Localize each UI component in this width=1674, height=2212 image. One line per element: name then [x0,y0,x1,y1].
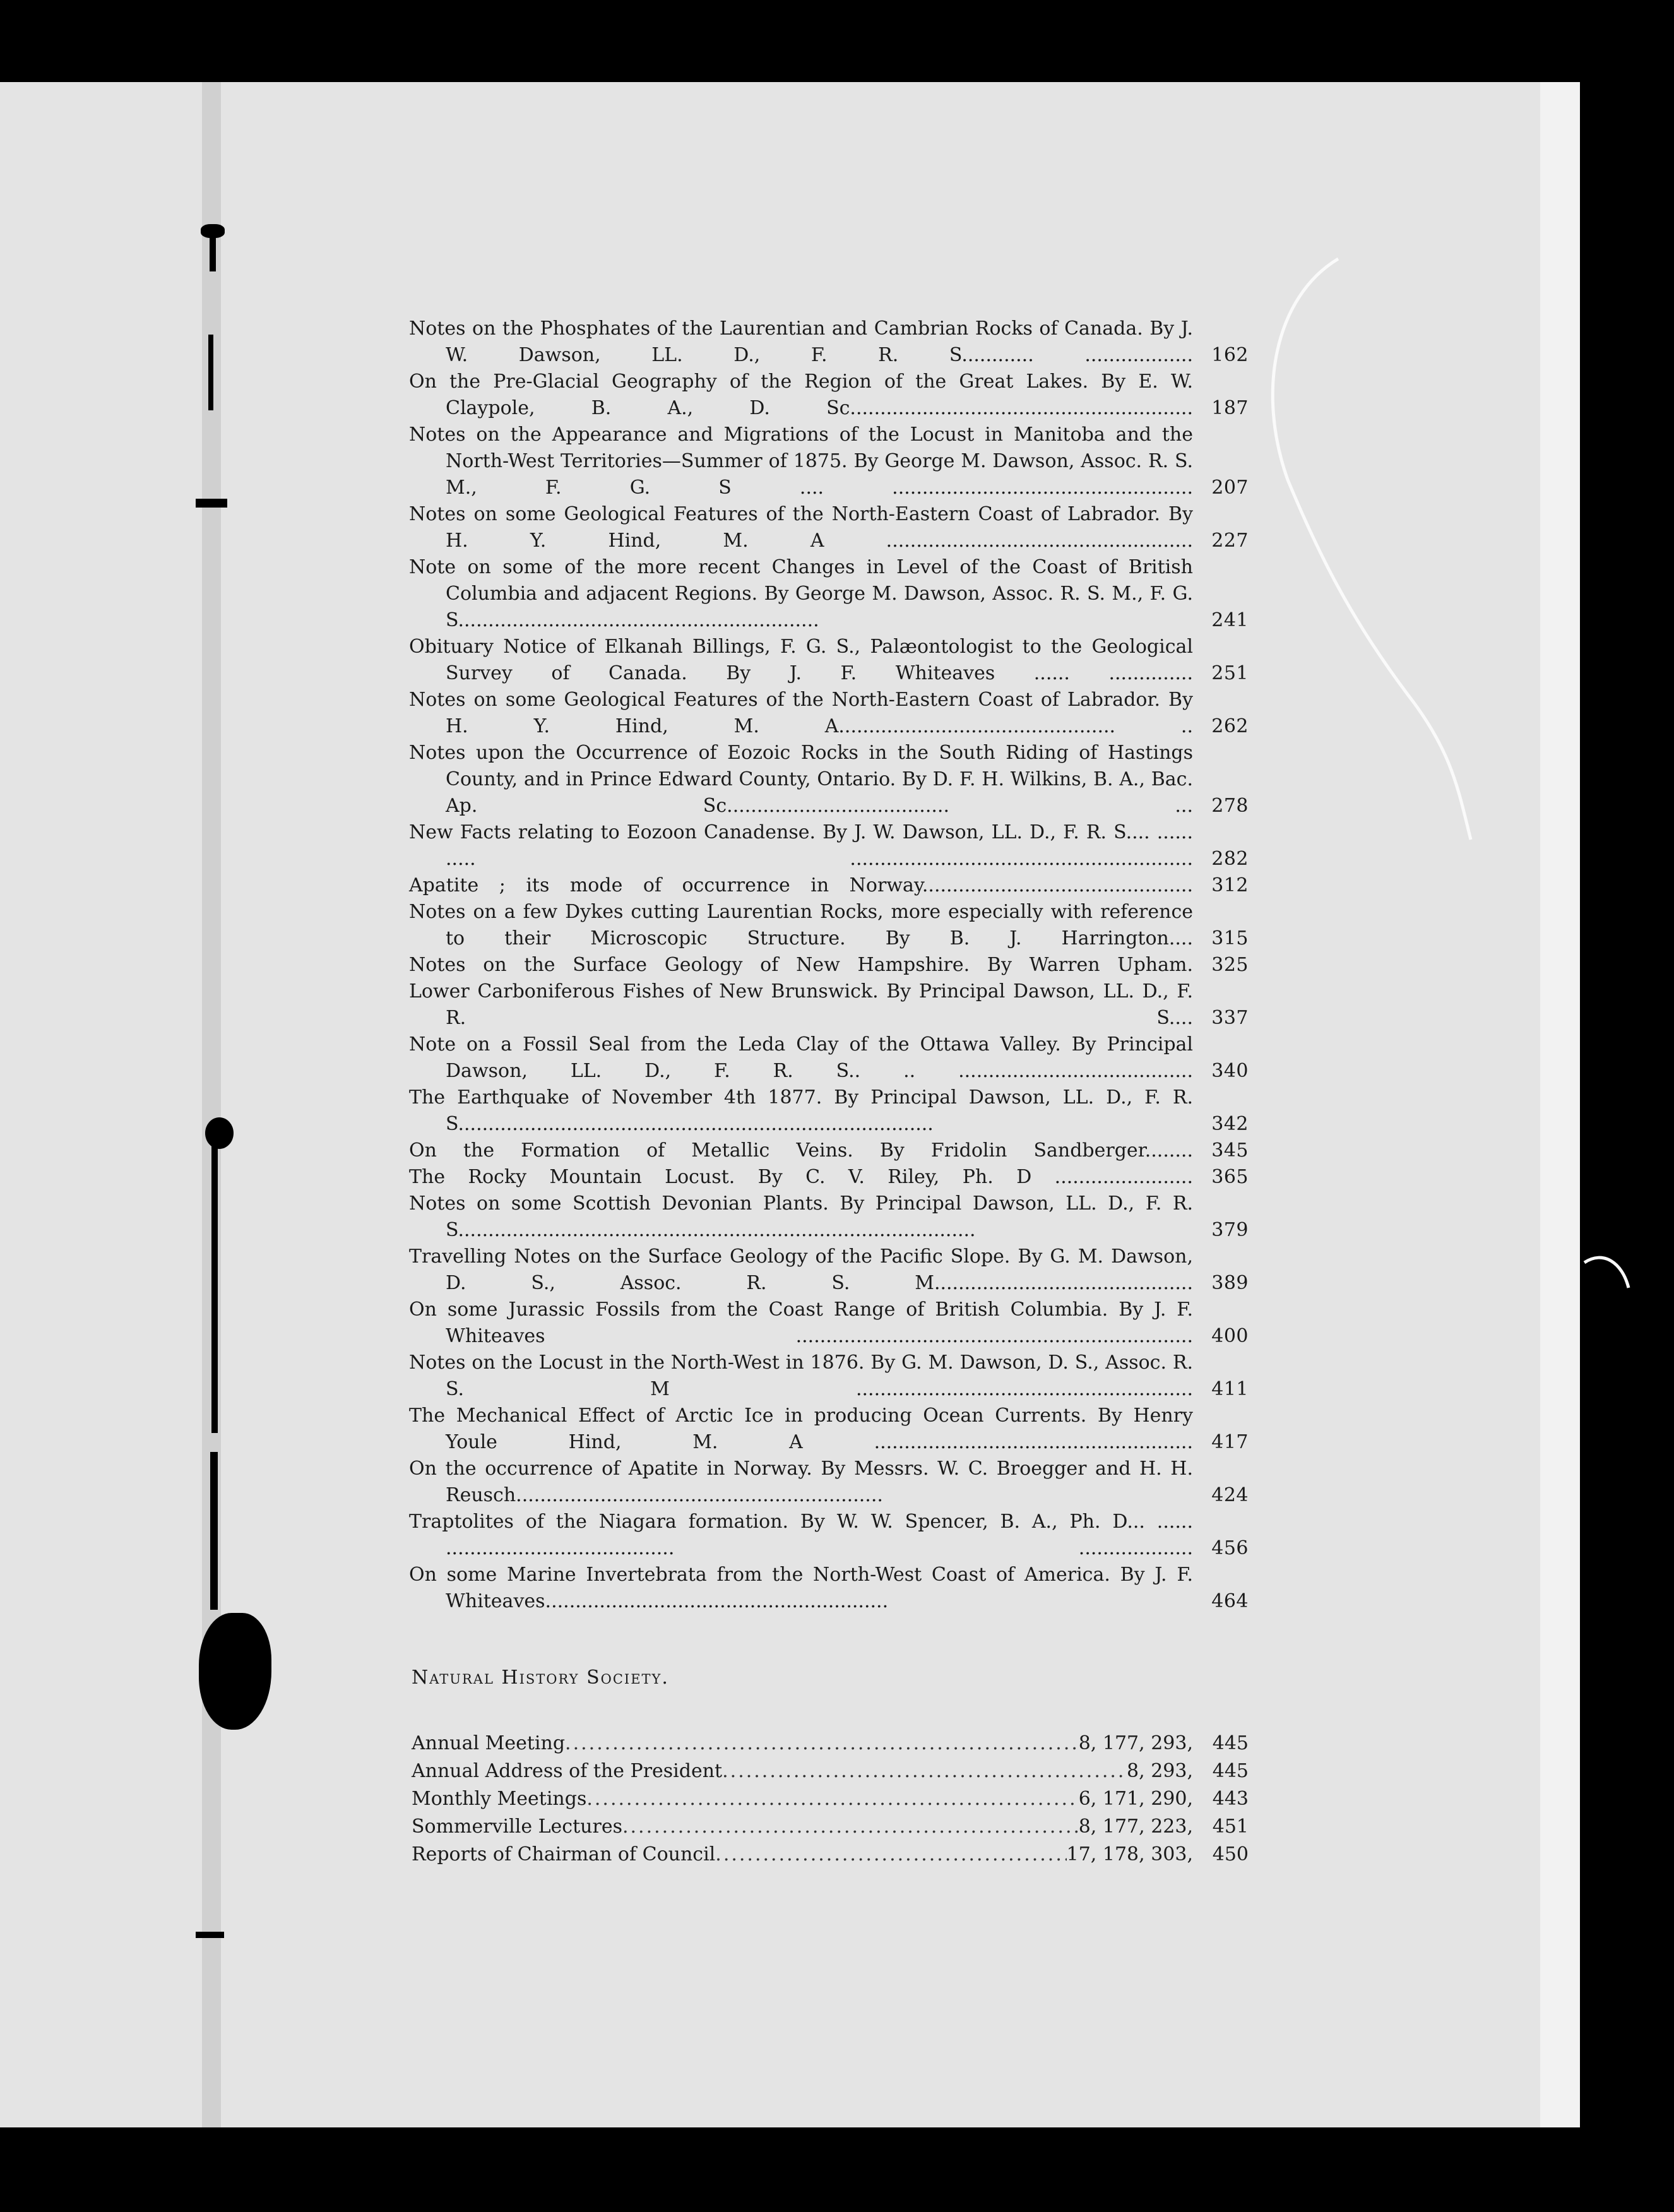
toc-entry [409,554,1249,634]
toc-entry [409,1297,1249,1350]
page-number: 337 [1211,1007,1249,1029]
society-row [412,1730,1249,1757]
entry-title: Notes on the Locust in the North-West in 1876. By G. M. Dawson, D. S., Assoc. R. S. M ........................................................ [409,1352,1193,1400]
entry-title: On the Formation of Metallic Veins. By Fridolin Sandberger........ [409,1139,1193,1162]
entry-title: The Rocky Mountain Locust. By C. V. Riley, Ph. D ....................... [409,1166,1193,1188]
entry-title: Notes on some Scottish Devonian Plants. By Principal Dawson, LL. D., F. R. S...................................................................................... [409,1192,1193,1241]
toc-entry [409,1164,1249,1191]
entry-title: Notes upon the Occurrence of Eozoic Rocks in the South Riding of Hastings County, and in Prince Edward County, Ontario. By D. F. H. Wilkins, B. A., Bac. Ap. Sc..................................... ... [409,742,1193,817]
page-number: 282 [1211,848,1249,870]
toc-entry [409,952,1249,978]
toc-entry [409,687,1249,740]
entry-title: Note on a Fossil Seal from the Leda Clay of the Ottawa Valley. By Principal Dawson, LL. D., F. R. S.. .. ....................................... [409,1033,1193,1082]
toc-entry [409,740,1249,819]
toc-entry [409,1509,1249,1562]
toc-entry [409,1191,1249,1244]
entry-title: Note on some of the more recent Changes in Level of the Coast of British Columbia and adjacent Regions. By George M. Dawson, Assoc. R. S. M., F. G. S............................................................ [409,556,1193,631]
entry-title: Notes on some Geological Features of the North-Eastern Coast of Labrador. By H. Y. Hind, M. A.............................................. .. [409,689,1193,737]
page-number: 345 [1211,1139,1249,1162]
society-row [412,1841,1249,1869]
page-number: 424 [1211,1484,1249,1506]
entry-title: Notes on the Appearance and Migrations of the Locust in Manitoba and the North-West Territories—Summer of 1875. By George M. Dawson, Assoc. R. S. M., F. G. S .... .................................................. [409,424,1193,499]
leader-dots [586,1785,1078,1813]
entry-title: Notes on the Surface Geology of New Hampshire. By Warren Upham. [409,954,1193,976]
toc-entry [409,978,1249,1032]
page-number: 340 [1211,1060,1249,1082]
entry-title: Notes on a few Dykes cutting Laurentian Rocks, more especially with reference to their Microscopic Structure. By B. J. Harrington.... [409,901,1193,949]
toc-entry [409,872,1249,899]
binding-mark [210,234,216,271]
entry-title: Lower Carboniferous Fishes of New Brunswick. By Principal Dawson, LL. D., F. R. S.... [409,980,1193,1029]
toc-entry [409,316,1249,369]
toc-entry [409,369,1249,422]
row-refs: 17, 178, 303, [1066,1843,1193,1865]
row-label: Reports of Chairman of Council [412,1843,716,1865]
page-edge [1540,82,1580,2127]
society-row [412,1813,1249,1841]
leader-dots [722,1757,1127,1785]
page-number: 389 [1211,1272,1249,1294]
toc-entry [409,1456,1249,1509]
toc-entry [409,1244,1249,1297]
ink-blot [199,1613,271,1730]
page-number: 464 [1211,1590,1249,1612]
page-number: 342 [1211,1113,1249,1135]
entry-title: Travelling Notes on the Surface Geology of the Pacific Slope. By G. M. Dawson, D. S., Assoc. R. S. M........................................... [409,1246,1193,1294]
toc-entry [409,422,1249,501]
society-row [412,1785,1249,1813]
page-number: 417 [1211,1431,1249,1453]
binding-mark [211,1143,218,1433]
toc-entry [409,1032,1249,1085]
page-number: 207 [1211,477,1249,499]
society-index [412,1730,1249,1869]
entry-title: New Facts relating to Eozoon Canadense. By J. W. Dawson, LL. D., F. R. S.... ...... ..... ......................................................... [409,821,1193,870]
row-label: Annual Meeting [412,1732,566,1754]
entry-title: On the Pre-Glacial Geography of the Region of the Great Lakes. By E. W. Claypole, B. A., D. Sc......................................................... [409,371,1193,419]
entry-title: Apatite ; its mode of occurrence in Norway............................................. [409,874,1193,896]
page-number: 379 [1211,1219,1249,1241]
toc-entry [409,899,1249,952]
binding-mark [208,335,213,410]
row-page: 445 [1212,1732,1249,1754]
toc-entry [409,1138,1249,1164]
toc-entry [409,1403,1249,1456]
entry-title: Notes on some Geological Features of the North-Eastern Coast of Labrador. By H. Y. Hind, M. A ................................................... [409,503,1193,552]
page-number: 411 [1211,1378,1249,1400]
entry-title: The Earthquake of November 4th 1877. By Principal Dawson, LL. D., F. R. S............................................................................... [409,1086,1193,1135]
page-number: 400 [1211,1325,1249,1347]
page-number: 278 [1211,795,1249,817]
page-number: 456 [1211,1537,1249,1559]
entry-title: On some Marine Invertebrata from the North-West Coast of America. By J. F. Whiteaves......................................................... [409,1564,1193,1612]
section-heading: Natural History Society. [412,1667,669,1689]
page-number: 365 [1211,1166,1249,1188]
toc-entry [409,634,1249,687]
entry-title: Traptolites of the Niagara formation. By W. W. Spencer, B. A., Ph. D... ...... ...................................... ................... [409,1511,1193,1559]
leader-dots [565,1730,1079,1757]
table-of-contents [409,316,1249,1615]
row-page: 445 [1212,1760,1249,1782]
row-page: 450 [1212,1843,1249,1865]
binding-mark [196,499,227,508]
row-page: 443 [1212,1788,1249,1810]
page-number: 241 [1211,609,1249,631]
society-row [412,1757,1249,1785]
page-number: 162 [1211,344,1249,366]
toc-entry [409,1562,1249,1615]
entry-title: Notes on the Phosphates of the Laurentian and Cambrian Rocks of Canada. By J. W. Dawson, LL. D., F. R. S............ .................. [409,318,1193,366]
leader-dots [715,1841,1066,1869]
toc-entry [409,1085,1249,1138]
entry-title: The Mechanical Effect of Arctic Ice in producing Ocean Currents. By Henry Youle Hind, M. A ..................................................... [409,1405,1193,1453]
entry-title: On the occurrence of Apatite in Norway. By Messrs. W. C. Broegger and H. H. Reusch............................................................. [409,1458,1193,1506]
row-label: Annual Address of the President [412,1760,723,1782]
binding-mark [205,1117,234,1149]
row-label: Sommerville Lectures [412,1816,622,1838]
row-refs: 8, 177, 293, [1078,1732,1193,1754]
page-number: 315 [1211,927,1249,949]
toc-entry [409,501,1249,554]
row-label: Monthly Meetings [412,1788,587,1810]
row-page: 451 [1212,1816,1249,1838]
binding-mark [210,1452,218,1610]
page-number: 187 [1211,397,1249,419]
row-refs: 8, 293, [1127,1760,1193,1782]
page-number: 312 [1211,874,1249,896]
page-number: 262 [1211,715,1249,737]
toc-entry [409,1350,1249,1403]
page-number: 325 [1211,954,1249,976]
page-number: 227 [1211,530,1249,552]
binding-mark [196,1932,224,1938]
binding-mark [1274,51,1287,76]
page-number: 251 [1211,662,1249,684]
row-refs: 8, 177, 223, [1078,1816,1193,1838]
entry-title: On some Jurassic Fossils from the Coast Range of British Columbia. By J. F. Whiteaves .................................................................. [409,1299,1193,1347]
toc-entry [409,819,1249,872]
leader-dots [622,1813,1079,1841]
row-refs: 6, 171, 290, [1078,1788,1193,1810]
entry-title: Obituary Notice of Elkanah Billings, F. G. S., Palæontologist to the Geological Survey of Canada. By J. F. Whiteaves ...... .............. [409,636,1193,684]
